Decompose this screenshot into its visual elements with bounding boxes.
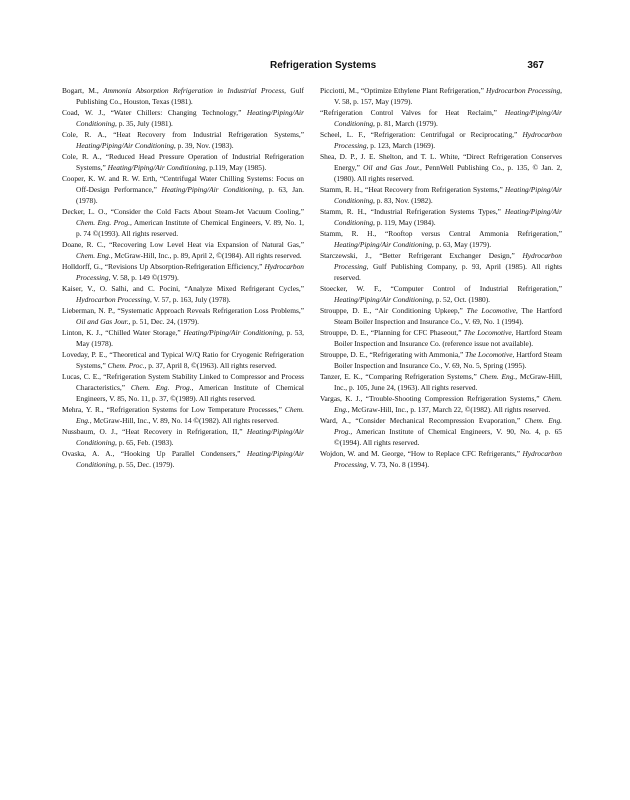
- reference-authors-title: Holldorff, G., “Revisions Up Absorption-Refrigeration Efficiency,”: [62, 262, 265, 271]
- reference-authors-title: Stoecker, W. F., “Computer Control of Industrial Refrigeration,”: [320, 284, 562, 293]
- reference-details: p. 83, Nov. (1982).: [374, 196, 433, 205]
- running-title: Refrigeration Systems: [270, 60, 377, 71]
- reference-entry: [320, 349, 562, 371]
- reference-details: American Institute of Chemical Engineers, V. 90, No. 4, p. 65 ©(1994). All rights reserved.: [334, 427, 562, 447]
- reference-entry: [62, 173, 304, 206]
- reference-publication: Chem. Eng.,: [76, 251, 113, 260]
- reference-entry: [62, 305, 304, 327]
- reference-details: p. 123, March (1969).: [368, 141, 436, 150]
- reference-details: Gulf Publishing Company, p. 93, April (1985). All rights reserved.: [334, 262, 562, 282]
- reference-entry: [62, 426, 304, 448]
- reference-details: Gulf Publishing Co., Houston, Texas (1981).: [76, 86, 304, 106]
- reference-publication: The Locomotive,: [463, 328, 514, 337]
- reference-authors-title: Vargas, K. J., “Trouble-Shooting Compression Refrigeration Systems,”: [320, 394, 543, 403]
- reference-publication: Heating/Piping/Air Conditioning,: [76, 108, 304, 128]
- reference-publication: Chem. Eng.,: [76, 405, 304, 425]
- reference-authors-title: Strouppe, D. E., “Refrigerating with Ammonia,”: [320, 350, 466, 359]
- reference-publication: Chem. Eng. Prog.,: [76, 218, 132, 227]
- reference-entry: [62, 107, 304, 129]
- references-left-column: [62, 85, 304, 470]
- reference-entry: [320, 129, 562, 151]
- reference-authors-title: Scheel, L. F., “Refrigeration: Centrifugal or Reciprocating,”: [320, 130, 523, 139]
- reference-details: V. 58, p. 157, May (1979).: [334, 97, 413, 106]
- reference-details: Hartford Steam Boiler Inspection and Insurance Co. (reference issue not available).: [334, 328, 563, 348]
- reference-entry: [320, 371, 562, 393]
- reference-publication: Hydrocarbon Processing,: [485, 86, 563, 95]
- reference-entry: [62, 283, 304, 305]
- reference-details: American Institute of Chemical Engineers, V. 85, No. 11, p. 37, ©(1989). All rights reserved.: [76, 383, 304, 403]
- reference-details: p. 55, Dec. (1979).: [116, 460, 175, 469]
- reference-publication: Oil and Gas Jour.,: [363, 163, 422, 172]
- reference-entry: [320, 327, 562, 349]
- reference-publication: Chem. Eng.,: [479, 372, 518, 381]
- reference-publication: Heating/Piping/Air Conditioning,: [334, 295, 434, 304]
- references-right-column: [320, 85, 562, 470]
- reference-entry: [62, 371, 304, 404]
- reference-details: p. 119, May (1984).: [374, 218, 436, 227]
- reference-publication: Hydrocarbon Processing,: [76, 262, 304, 282]
- reference-publication: Hydrocarbon Processing,: [334, 449, 562, 469]
- reference-entry: [320, 228, 562, 250]
- reference-publication: Heating/Piping/Air Conditioning,: [76, 449, 304, 469]
- reference-details: McGraw-Hill, Inc., p. 137, March 22, ©(1982). All rights reserved.: [349, 405, 551, 414]
- reference-details: p. 39, Nov. (1983).: [175, 141, 234, 150]
- reference-details: p. 35, July (1981).: [116, 119, 173, 128]
- reference-entry: [320, 85, 562, 107]
- reference-authors-title: Coad, W. J., “Water Chillers: Changing Technology,”: [62, 108, 247, 117]
- reference-entry: [320, 107, 562, 129]
- reference-entry: [62, 129, 304, 151]
- reference-details: The Hartford Steam Boiler Inspection and Insurance Co., V. 69, No. 1 (1994).: [334, 306, 562, 326]
- reference-details: p. 65, Feb. (1983).: [116, 438, 174, 447]
- reference-authors-title: Strouppe, D. E., “Air Conditioning Upkeep,”: [320, 306, 467, 315]
- reference-details: p. 51, Dec. 24, (1979).: [130, 317, 199, 326]
- reference-details: p. 81, March (1979).: [374, 119, 438, 128]
- reference-publication: Oil and Gas Jour.,: [76, 317, 131, 326]
- reference-authors-title: Ovaska, A. A., “Hooking Up Parallel Condensers,”: [62, 449, 247, 458]
- reference-entry: [320, 393, 562, 415]
- reference-entry: [320, 415, 562, 448]
- reference-publication: Hydrocarbon Processing,: [334, 251, 562, 271]
- reference-publication: Heating/Piping/Air Conditioning,: [183, 328, 284, 337]
- reference-details: American Institute of Chemical Engineers, V. 89, No. 1, p. 74 ©(1993). All rights reserved.: [76, 218, 304, 238]
- reference-entry: [62, 327, 304, 349]
- reference-publication: The Locomotive,: [466, 306, 518, 315]
- reference-authors-title: Decker, L. O., “Consider the Cold Facts About Steam-Jet Vacuum Cooling,”: [62, 207, 304, 216]
- reference-authors-title: Picciotti, M., “Optimize Ethylene Plant Refrigeration,”: [320, 86, 486, 95]
- reference-authors-title: Strouppe, D. E., “Planning for CFC Phaseout,”: [320, 328, 464, 337]
- reference-details: p.119, May (1985).: [207, 163, 267, 172]
- reference-details: p. 53, May (1978).: [76, 328, 304, 348]
- reference-publication: Chem. Eng. Prog.,: [334, 416, 562, 436]
- reference-authors-title: Bogart, M.,: [62, 86, 104, 95]
- reference-entry: [320, 184, 562, 206]
- reference-publication: Heating/Piping/Air Conditioning,: [334, 108, 562, 128]
- reference-authors-title: Lucas, C. E., “Refrigeration System Stability Linked to Compressor and Process Characteristics,”: [62, 372, 304, 392]
- reference-authors-title: Stamm, R. H., “Industrial Refrigeration Systems Types,”: [320, 207, 505, 216]
- reference-publication: Heating/Piping/Air Conditioning,: [334, 207, 562, 227]
- reference-entry: [320, 206, 562, 228]
- reference-details: p. 63, May (1979).: [433, 240, 492, 249]
- reference-authors-title: Wojdon, W. and M. George, “How to Replace CFC Refrigerants,”: [320, 449, 523, 458]
- reference-authors-title: Shea, D. P., J. E. Shelton, and T. L. White, “Direct Refrigeration Conserves Energy,”: [320, 152, 562, 172]
- reference-entry: [320, 283, 562, 305]
- reference-details: McGraw-Hill, Inc., p. 105, June 24, (1963). All rights reserved.: [334, 372, 562, 392]
- reference-details: PennWell Publishing Co., p. 135, © Jan. 2, (1980). All rights reserved.: [334, 163, 562, 183]
- reference-authors-title: Linton, K. J., “Chilled Water Storage,”: [62, 328, 184, 337]
- reference-authors-title: Cole, R. A., “Reduced Head Pressure Operation of Industrial Refrigeration Systems,”: [62, 152, 304, 172]
- page-number: 367: [527, 60, 544, 71]
- reference-publication: Heating/Piping/Air Conditioning,: [76, 141, 176, 150]
- reference-publication: Heating/Piping/Air Conditioning,: [161, 185, 264, 194]
- reference-entry: [62, 404, 304, 426]
- reference-authors-title: Stamm, R. H., “Rooftop versus Central Ammonia Refrigeration,”: [320, 229, 562, 238]
- reference-entry: [320, 250, 562, 283]
- reference-publication: Chem. Eng. Prog.,: [130, 383, 194, 392]
- reference-authors-title: Ward, A., “Consider Mechanical Recompression Evaporation,”: [320, 416, 525, 425]
- page-header: [0, 60, 630, 74]
- reference-authors-title: Cooper, K. W. and R. W. Erth, “Centrifugal Water Chilling Systems: Focus on Off-Design Performance,”: [62, 174, 304, 194]
- reference-details: V. 58, p. 149 ©(1979).: [110, 273, 179, 282]
- reference-authors-title: “Refrigeration Control Valves for Heat Reclaim,”: [320, 108, 505, 117]
- reference-authors-title: Loveday, P. E., “Theoretical and Typical W/Q Ratio for Cryogenic Refrigeration Systems,”: [62, 350, 304, 370]
- reference-entry: [62, 239, 304, 261]
- reference-entry: [62, 151, 304, 173]
- reference-details: p. 37, April 8, ©(1963). All rights reserved.: [146, 361, 277, 370]
- reference-publication: Hydrocarbon Processing,: [334, 130, 562, 150]
- reference-publication: Hydrocarbon Processing,: [76, 295, 152, 304]
- reference-publication: Ammonia Absorption Refrigeration in Industrial Process,: [103, 86, 286, 95]
- reference-authors-title: Mehra, Y. R., “Refrigeration Systems for Low Temperature Processes,”: [62, 405, 285, 414]
- reference-authors-title: Doane, R. C., “Recovering Low Level Heat via Expansion of Natural Gas,”: [62, 240, 304, 249]
- reference-details: McGraw-Hill, Inc., p. 89, April 2, ©(1984). All rights reserved.: [112, 251, 302, 260]
- reference-entry: [320, 448, 562, 470]
- reference-authors-title: Tanzer, E. K., “Comparing Refrigeration Systems,”: [320, 372, 480, 381]
- reference-authors-title: Stamm, R. H., “Heat Recovery from Refrigeration Systems,”: [320, 185, 505, 194]
- reference-authors-title: Kaiser, V., O. Salhi, and C. Pocini, “Analyze Mixed Refrigerant Cycles,”: [62, 284, 304, 293]
- reference-authors-title: Nussbaum, O. J., “Heat Recovery in Refrigeration, II,”: [62, 427, 247, 436]
- reference-entry: [62, 206, 304, 239]
- reference-details: V. 57, p. 163, July (1978).: [151, 295, 231, 304]
- reference-publication: Heating/Piping/Air Conditioning,: [76, 427, 304, 447]
- reference-authors-title: Cole, R. A., “Heat Recovery from Industrial Refrigeration Systems,”: [62, 130, 304, 139]
- reference-publication: Heating/Piping/Air Conditioning,: [334, 185, 562, 205]
- reference-publication: Heating/Piping/Air Conditioning,: [334, 240, 434, 249]
- reference-entry: [62, 85, 304, 107]
- reference-publication: Heating/Piping/Air Conditioning,: [107, 163, 208, 172]
- reference-entry: [62, 349, 304, 371]
- reference-entry: [320, 305, 562, 327]
- reference-details: McGraw-Hill, Inc., V. 89, No. 14 ©(1982). All rights reserved.: [91, 416, 279, 425]
- reference-authors-title: Lieberman, N. P., “Systematic Approach Reveals Refrigeration Loss Problems,”: [62, 306, 304, 315]
- reference-details: V. 73, No. 8 (1994).: [368, 460, 430, 469]
- reference-entry: [62, 448, 304, 470]
- reference-publication: The Locomotive,: [465, 350, 515, 359]
- reference-entry: [62, 261, 304, 283]
- reference-details: p. 63, Jan. (1978).: [76, 185, 305, 205]
- reference-entry: [320, 151, 562, 184]
- reference-authors-title: Starczewski, J., “Better Refrigerant Exchanger Design,”: [320, 251, 523, 260]
- reference-publication: Chem. Proc.,: [107, 361, 147, 370]
- reference-publication: Chem. Eng.,: [334, 394, 562, 414]
- reference-details: p. 52, Oct. (1980).: [433, 295, 491, 304]
- reference-details: Hartford Steam Boiler Inspection and Insurance Co., V. 69, No. 5, Spring (1995).: [334, 350, 563, 370]
